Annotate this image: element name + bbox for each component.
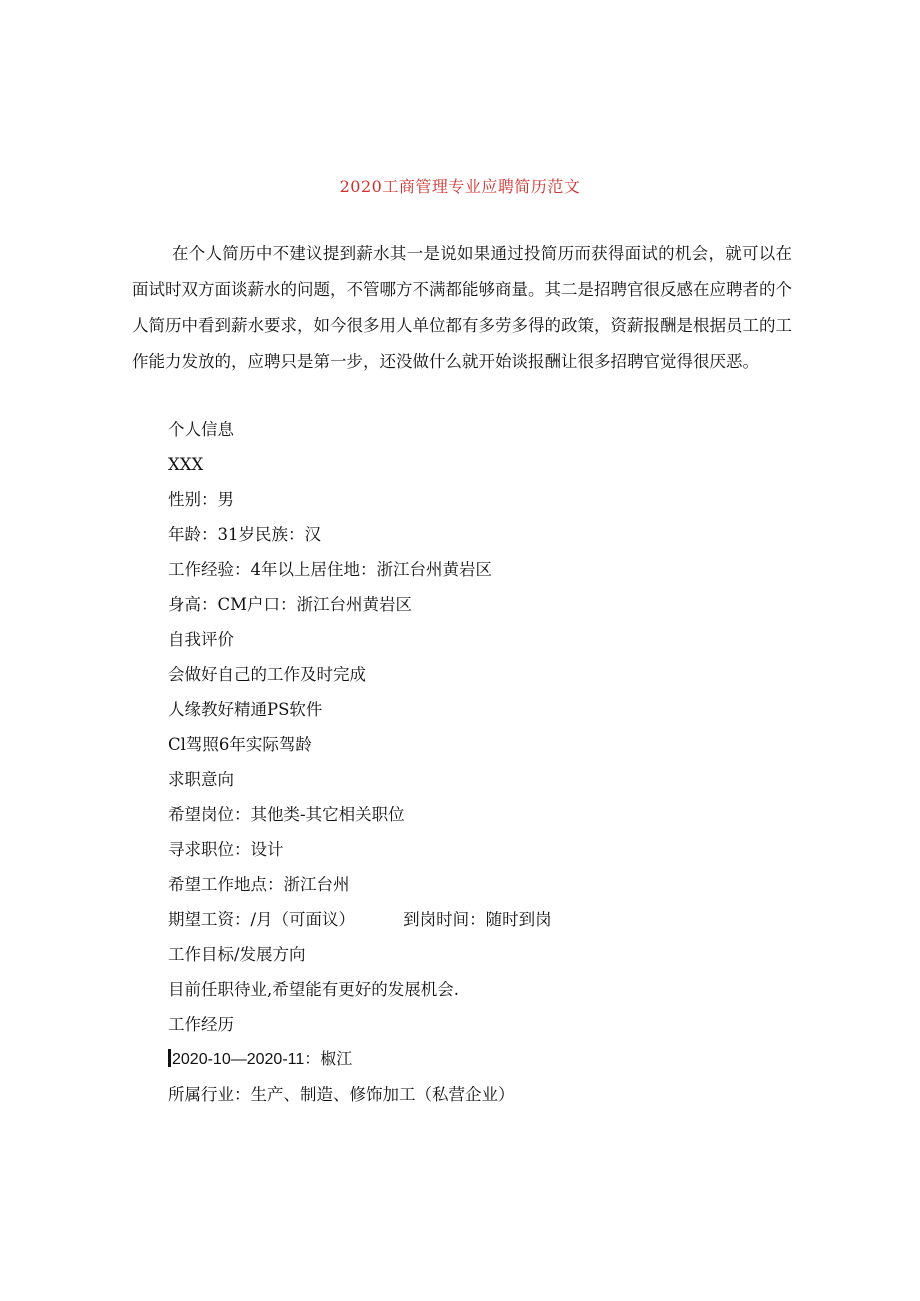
age-ethnicity-line: 年龄：31岁民族：汉 <box>168 525 321 544</box>
goal-heading: 工作目标/发展方向 <box>168 945 306 964</box>
job-intent-heading: 求职意向 <box>168 770 234 789</box>
start-time: 到岗时间：随时到岗 <box>403 910 552 929</box>
document-title: 2020工商管理专业应聘简历范文 <box>339 177 581 196</box>
salary-start-line <box>168 902 808 937</box>
expected-salary: 期望工资：/月（可面议） <box>168 910 356 929</box>
intro-paragraph: 在个人简历中不建议提到薪水其一是说如果通过投简历而获得面试的机会，就可以在面试时双方面谈薪水的问题，不管哪方不满都能够商量。其二是招聘官很反感在应聘者的个人简历中看到薪水要求，如今很多用人单位都有多劳多得的政策，资薪报酬是根据员工的工作能力发放的，应聘只是第一步，还没做什么就开始谈报酬让很多招聘官觉得很厌恶。 <box>132 244 792 371</box>
work-history-heading: 工作经历 <box>168 1015 234 1034</box>
height-hukou-line: 身高：CM户口：浙江台州黄岩区 <box>168 595 413 614</box>
self-eval-line-1: 会做好自己的工作及时完成 <box>168 665 366 684</box>
work-period-text: 2020-10—2020-11：椒江 <box>172 1051 353 1068</box>
personal-info-heading: 个人信息 <box>168 420 234 439</box>
work-period-line <box>168 1042 808 1077</box>
goal-text-line: 目前任职待业,希望能有更好的发展机会. <box>168 980 459 999</box>
self-eval-heading: 自我评价 <box>168 630 234 649</box>
gender-line: 性别：男 <box>168 490 234 509</box>
industry-line: 所属行业：生产、制造、修饰加工（私营企业） <box>168 1085 515 1104</box>
experience-residence-line: 工作经验：4年以上居住地：浙江台州黄岩区 <box>168 560 492 579</box>
self-eval-line-2: 人缘教好精通PS软件 <box>168 700 323 719</box>
desired-location-line: 希望工作地点：浙江台州 <box>168 875 350 894</box>
self-eval-line-3: Cl驾照6年实际驾龄 <box>168 735 312 754</box>
name-line: XXX <box>168 455 204 474</box>
seeking-position-line: 寻求职位：设计 <box>168 840 284 859</box>
resume-lines <box>168 412 808 1112</box>
bullet-bar-icon <box>168 1049 171 1067</box>
desired-position-line: 希望岗位：其他类-其它相关职位 <box>168 805 405 824</box>
